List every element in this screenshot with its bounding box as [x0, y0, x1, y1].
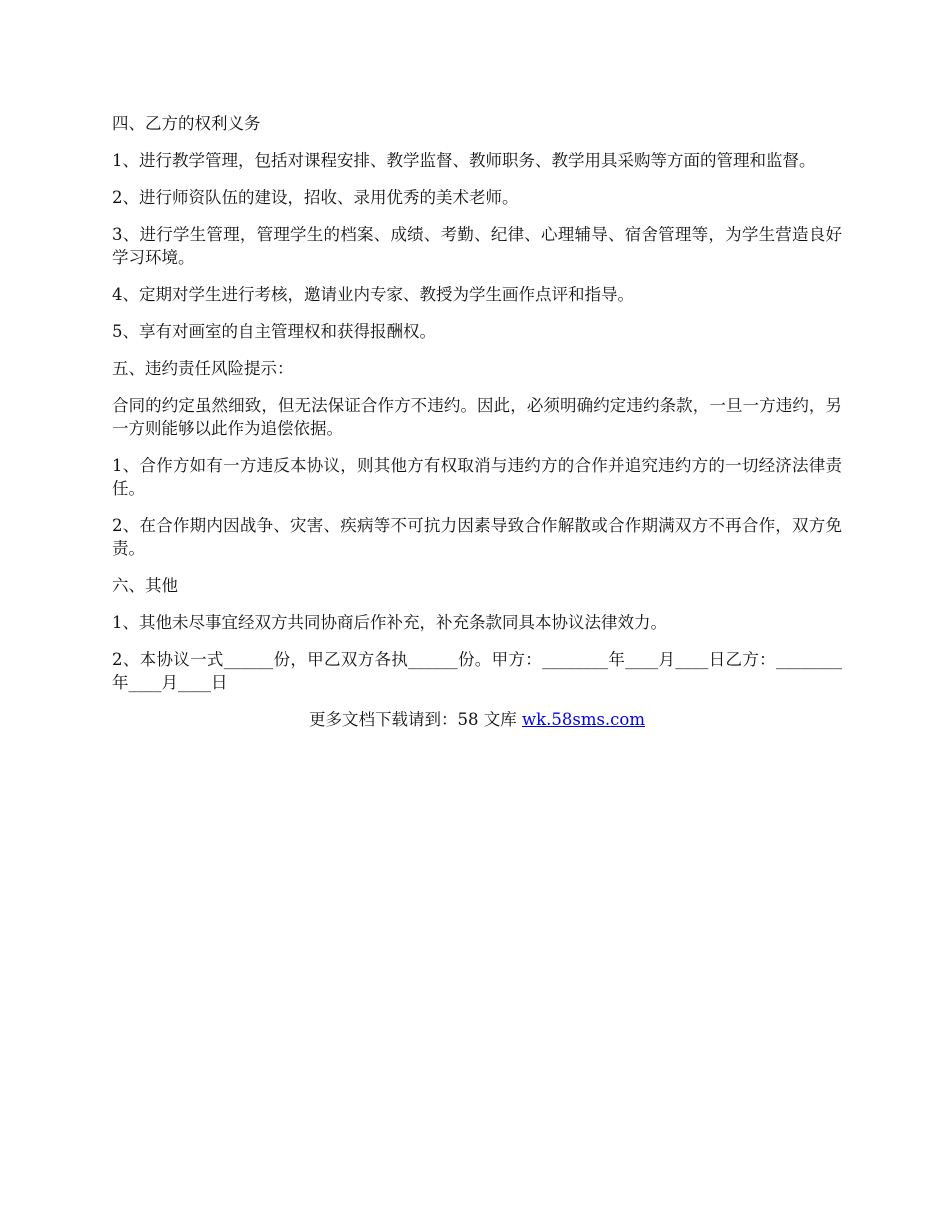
clause-supplementary-terms: 1、其他未尽事宜经双方共同协商后作补充，补充条款同具本协议法律效力。	[112, 613, 667, 632]
section-heading-other: 六、其他	[112, 576, 178, 595]
document-page	[112, 112, 842, 731]
clause-force-majeure: 2、在合作期内因战争、灾害、疾病等不可抗力因素导致合作解散或合作期满双方不再合作，双方免责。	[112, 516, 842, 558]
section-heading-party-b-rights: 四、乙方的权利义务	[112, 114, 261, 133]
footer-text: 更多文档下载请到：58 文库	[308, 710, 522, 729]
clause-breach-consequence: 1、合作方如有一方违反本协议，则其他方有权取消与违约方的合作并追究违约方的一切经济法律责任。	[112, 456, 842, 498]
clause-teaching-management: 1、进行教学管理，包括对课程安排、教学监督、教师职务、教学用具采购等方面的管理和监督。	[112, 151, 816, 170]
clause-copies-and-signatures: 2、本协议一式______份，甲乙双方各执______份。甲方：________年____月____日乙方：________年____月____日	[112, 650, 842, 692]
breach-intro-paragraph: 合同的约定虽然细致，但无法保证合作方不违约。因此，必须明确约定违约条款，一旦一方违约，另一方则能够以此作为追偿依据。	[112, 396, 842, 438]
clause-student-assessment: 4、定期对学生进行考核，邀请业内专家、教授为学生画作点评和指导。	[112, 285, 634, 304]
clause-teacher-recruitment: 2、进行师资队伍的建设，招收、录用优秀的美术老师。	[112, 188, 519, 207]
clause-management-rights: 5、享有对画室的自主管理权和获得报酬权。	[112, 322, 436, 341]
clause-student-management: 3、进行学生管理，管理学生的档案、成绩、考勤、纪律、心理辅导、宿舍管理等，为学生营造良好学习环境。	[112, 225, 842, 267]
section-heading-breach-liability: 五、违约责任风险提示：	[112, 359, 294, 378]
footer-link[interactable]: wk.58sms.com	[521, 710, 645, 729]
footer-download-note	[112, 708, 842, 731]
